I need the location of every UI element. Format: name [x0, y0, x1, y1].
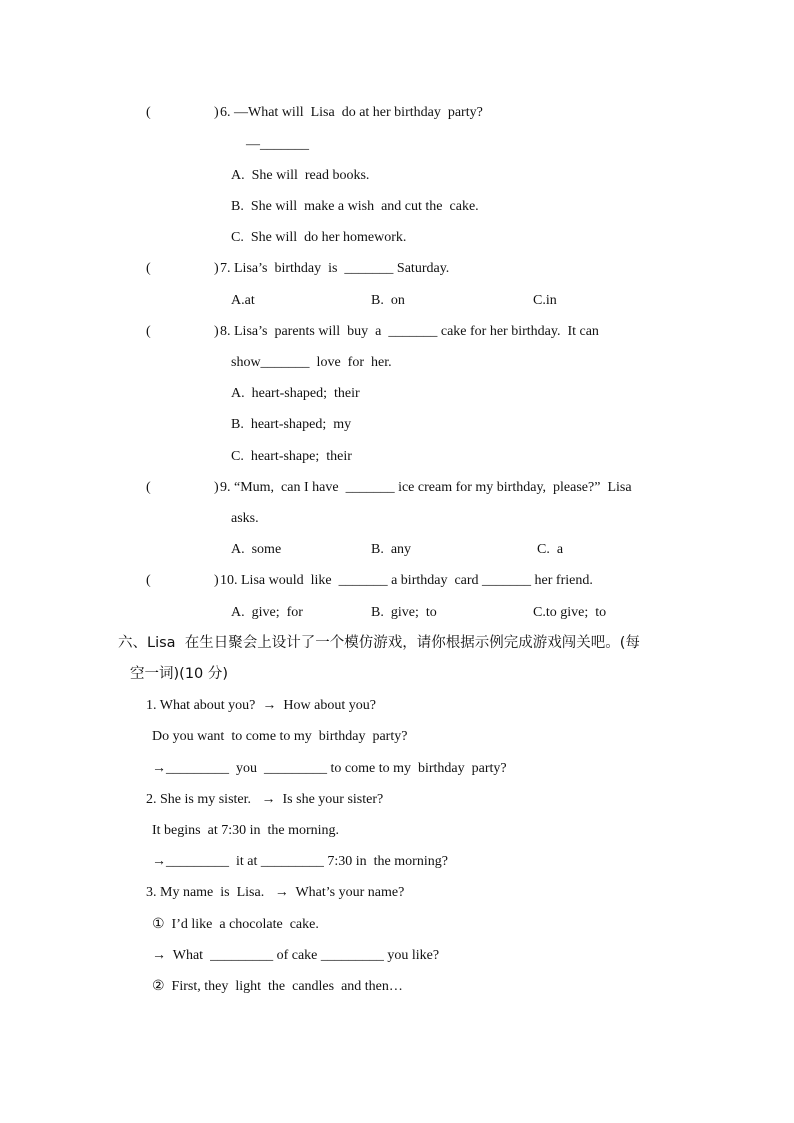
option-c: C. She will do her homework.: [231, 230, 407, 245]
answer-paren-close: ): [214, 261, 219, 276]
example-2: 2. She is my sister. → Is she your sister?: [146, 792, 384, 807]
example-1: 1. What about you? → How about you?: [146, 698, 376, 713]
option-a: A. some: [231, 542, 282, 557]
answer-paren-close: ): [214, 573, 219, 588]
prompt-sentence: Do you want to come to my birthday party?: [152, 729, 408, 744]
option-b: B. any: [371, 542, 412, 557]
question-stem: 8. Lisa’s parents will buy a _______ cake for her birthday. It can: [220, 324, 599, 339]
prompt-sentence: ② First, they light the candles and then…: [152, 979, 403, 994]
option-a: A. give; for: [231, 605, 303, 620]
option-c: C.to give; to: [533, 605, 607, 620]
question-stem: 9. “Mum, can I have _______ ice cream for my birthday, please?” Lisa: [220, 480, 632, 495]
option-a: A. heart-shaped; their: [231, 386, 360, 401]
option-b: B. on: [371, 293, 405, 308]
answer-blank-line: —_______: [246, 137, 309, 152]
answer-paren-open: (: [146, 324, 151, 339]
question-stem: 10. Lisa would like _______ a birthday card _______ her friend.: [220, 573, 593, 588]
question-stem-continued: asks.: [231, 511, 259, 526]
answer-paren-close: ): [214, 480, 219, 495]
question-stem: 7. Lisa’s birthday is _______ Saturday.: [220, 261, 450, 276]
answer-paren-open: (: [146, 480, 151, 495]
option-c: C.in: [533, 293, 557, 308]
answer-paren-open: (: [146, 261, 151, 276]
answer-paren-close: ): [214, 105, 219, 120]
question-stem-continued: show_______ love for her.: [231, 355, 392, 370]
question-stem: 6. —What will Lisa do at her birthday party?: [220, 105, 483, 120]
answer-paren-open: (: [146, 573, 151, 588]
option-c: C. heart-shape; their: [231, 449, 352, 464]
answer-line: →_________ it at _________ 7:30 in the morning?: [152, 854, 448, 869]
section-title: 六、Lisa 在生日聚会上设计了一个模仿游戏，请你根据示例完成游戏闯关吧。(每: [118, 635, 640, 651]
option-b: B. heart-shaped; my: [231, 417, 352, 432]
option-a: A.at: [231, 293, 255, 308]
option-a: A. She will read books.: [231, 168, 370, 183]
answer-line: →_________ you _________ to come to my birthday party?: [152, 761, 507, 776]
answer-line: → What _________ of cake _________ you like?: [152, 948, 440, 963]
prompt-sentence: It begins at 7:30 in the morning.: [152, 823, 340, 838]
option-c: C. a: [537, 542, 564, 557]
example-3: 3. My name is Lisa. → What’s your name?: [146, 885, 405, 900]
option-b: B. give; to: [371, 605, 437, 620]
section-title-continued: 空一词)(10 分): [130, 666, 229, 682]
answer-paren-open: (: [146, 105, 151, 120]
prompt-sentence: ① I’d like a chocolate cake.: [152, 917, 319, 932]
answer-paren-close: ): [214, 324, 219, 339]
option-b: B. She will make a wish and cut the cake.: [231, 199, 479, 214]
